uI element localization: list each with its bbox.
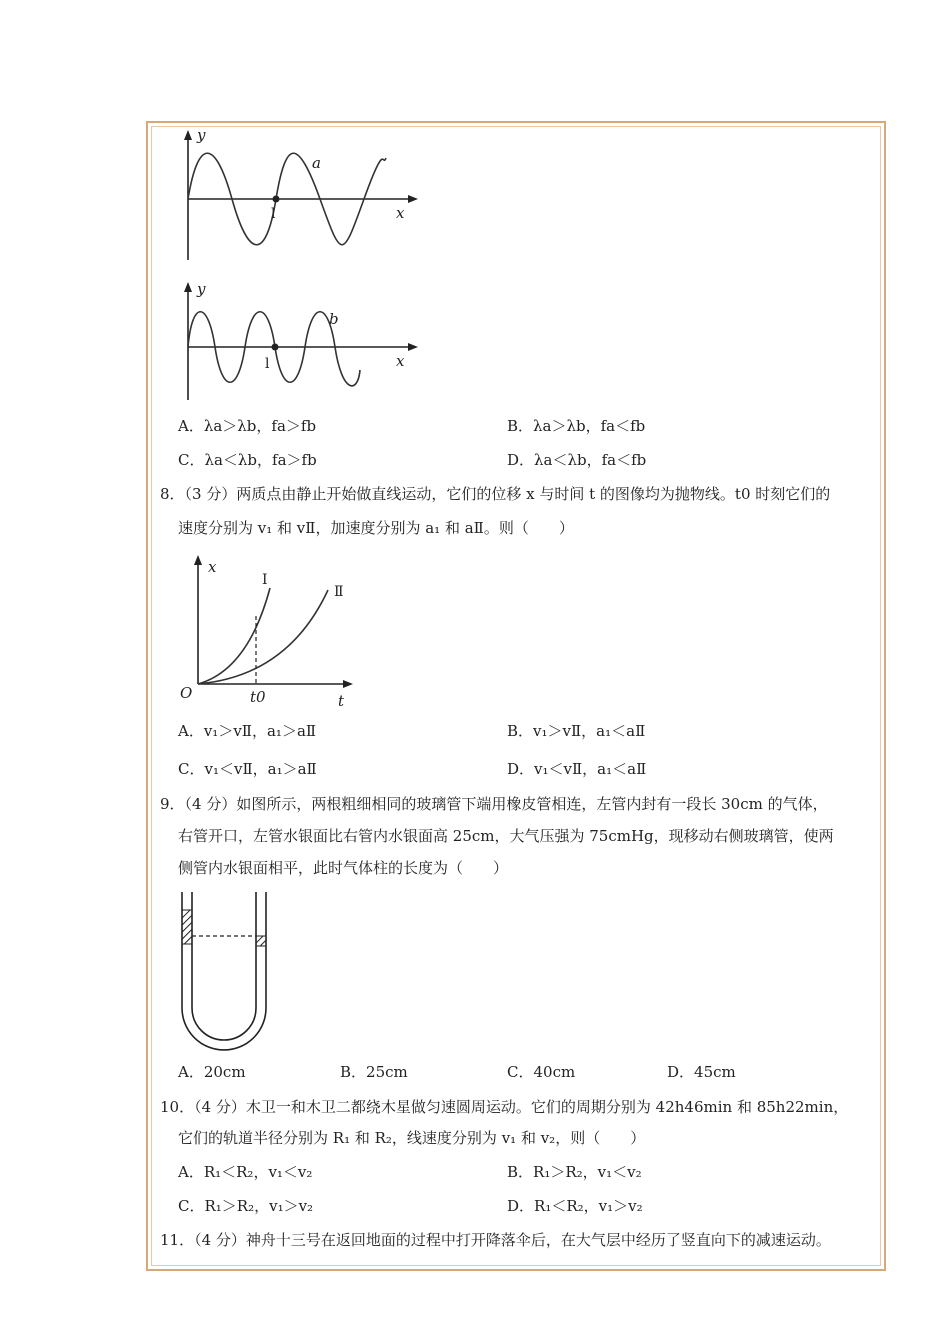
wave-b-point-label: l xyxy=(265,356,270,372)
q9-option-c[interactable]: C．40cm xyxy=(507,1063,576,1081)
wave-a-x-label: x xyxy=(396,204,405,222)
curve-i xyxy=(198,588,270,684)
q10-option-c[interactable]: C．R₁＞R₂，v₁＞v₂ xyxy=(178,1197,314,1215)
q8-stem-line2: 速度分别为 v₁ 和 vⅡ，加速度分别为 a₁ 和 aⅡ。则（ ） xyxy=(178,519,574,537)
q7-option-a[interactable]: A．λa＞λb，fa＞fb xyxy=(178,417,317,435)
wave-a-point-label: l xyxy=(271,206,276,222)
xt-t0-label: t0 xyxy=(250,688,266,706)
q9-stem-line3: 侧管内水银面相平，此时气体柱的长度为（ ） xyxy=(178,859,509,877)
q11-stem-line1: 11．（4 分）神舟十三号在返回地面的过程中打开降落伞后，在大气层中经历了竖直向下的减速运动。 xyxy=(160,1231,831,1249)
q8-option-c[interactable]: C．v₁＜vⅡ，a₁＞aⅡ xyxy=(178,760,317,778)
q10-stem-line1: 10．（4 分）木卫一和木卫二都绕木星做匀速圆周运动。它们的周期分别为 42h46min 和 85h22min， xyxy=(160,1098,849,1116)
q9-stem-line1: 9．（4 分）如图所示，两根粗细相同的玻璃管下端用橡皮管相连，左管内封有一段长 30cm 的气体， xyxy=(160,795,828,813)
q9-option-b[interactable]: B．25cm xyxy=(340,1063,408,1081)
xt-y-label: x xyxy=(208,558,217,576)
wave-b-y-label: y xyxy=(197,280,206,298)
u-tube-diagram xyxy=(176,888,276,1056)
wave-a-curve-label: a xyxy=(312,154,321,172)
q8-option-a[interactable]: A．v₁＞vⅡ，a₁＞aⅡ xyxy=(178,722,317,740)
q8-option-b[interactable]: B．v₁＞vⅡ，a₁＜aⅡ xyxy=(507,722,646,740)
wave-b-curve-label: b xyxy=(329,310,339,328)
wave-b-x-label: x xyxy=(396,352,405,370)
wave-graph-b xyxy=(170,280,430,405)
wave-graph-a xyxy=(170,128,430,268)
xt-origin: O xyxy=(180,684,193,702)
q7-option-d[interactable]: D．λa＜λb，fa＜fb xyxy=(507,451,647,469)
q10-option-d[interactable]: D．R₁＜R₂，v₁＞v₂ xyxy=(507,1197,643,1215)
q7-option-b[interactable]: B．λa＞λb，fa＜fb xyxy=(507,417,646,435)
q10-stem-line2: 它们的轨道半径分别为 R₁ 和 R₂，线速度分别为 v₁ 和 v₂，则（ ） xyxy=(178,1129,646,1147)
xt-graph xyxy=(178,552,368,712)
q8-stem-line1: 8．（3 分）两质点由静止开始做直线运动，它们的位移 x 与时间 t 的图像均为抛物线。t0 时刻它们的 xyxy=(160,485,831,503)
q10-option-b[interactable]: B．R₁＞R₂，v₁＜v₂ xyxy=(507,1163,642,1181)
wave-a-y-label: y xyxy=(197,126,206,144)
q9-stem-line2: 右管开口，左管水银面比右管内水银面高 25cm，大气压强为 75cmHg，现移动右侧玻璃管，使两 xyxy=(178,827,834,845)
curve-ii-label: Ⅱ xyxy=(334,584,344,600)
q9-option-d[interactable]: D．45cm xyxy=(667,1063,736,1081)
xt-x-label: t xyxy=(338,692,345,710)
q8-option-d[interactable]: D．v₁＜vⅡ，a₁＜aⅡ xyxy=(507,760,647,778)
curve-ii xyxy=(198,590,328,684)
curve-i-label: I xyxy=(262,572,268,588)
q10-option-a[interactable]: A．R₁＜R₂，v₁＜v₂ xyxy=(178,1163,313,1181)
q9-option-a[interactable]: A．20cm xyxy=(178,1063,246,1081)
q7-option-c[interactable]: C．λa＜λb，fa＞fb xyxy=(178,451,317,469)
